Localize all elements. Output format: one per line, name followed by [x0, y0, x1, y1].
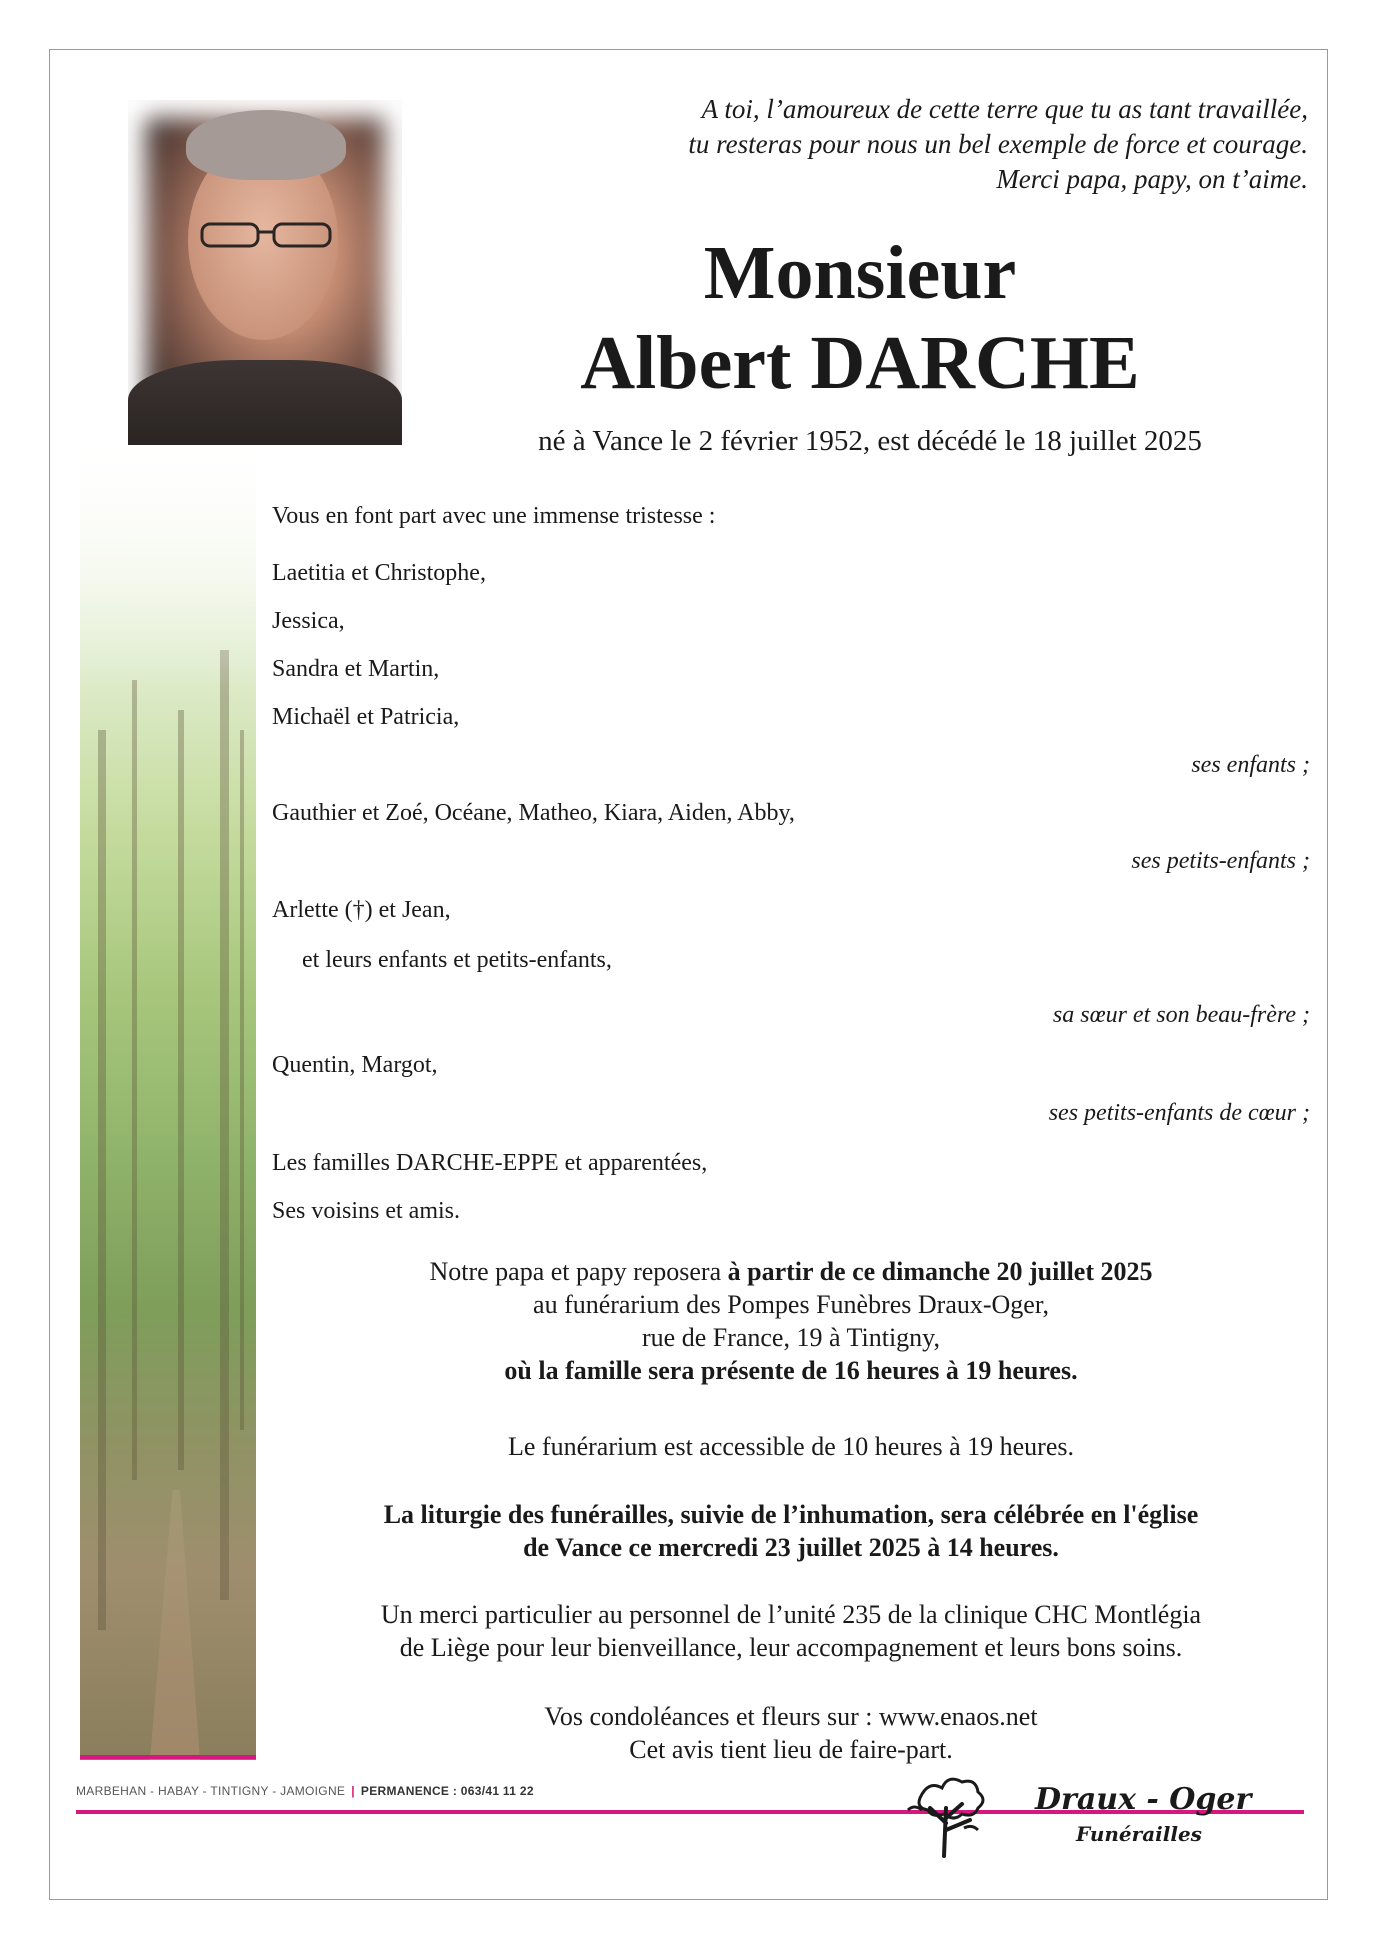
condolences-link[interactable]: Vos condoléances et fleurs sur : www.enaos.net: [544, 1702, 1038, 1731]
family-line: Arlette (†) et Jean,: [272, 897, 451, 923]
memorial-poem: [548, 92, 1308, 197]
condolences-info: [272, 1700, 1310, 1766]
footer-info: [76, 1784, 534, 1798]
intro-text: Vous en font part avec une immense tristesse :: [272, 503, 716, 529]
visitation-info: [272, 1255, 1310, 1387]
family-line: Jessica,: [272, 608, 345, 634]
family-line: Quentin, Margot,: [272, 1052, 438, 1078]
honorific: Monsieur: [703, 231, 1017, 315]
poem-line: tu resteras pour nous un bel exemple de force et courage.: [688, 129, 1308, 159]
poem-line: A toi, l’amoureux de cette terre que tu as tant travaillée,: [701, 94, 1308, 124]
liturgy-info: [272, 1498, 1310, 1564]
family-line: Ses voisins et amis.: [272, 1198, 461, 1224]
thanks-line: Un merci particulier au personnel de l’unité 235 de la clinique CHC Montlégia: [380, 1600, 1202, 1629]
liturgy-line: de Vance ce mercredi 23 juillet 2025 à 14 heures.: [523, 1533, 1059, 1562]
family-line: Gauthier et Zoé, Océane, Matheo, Kiara, Aiden, Abby,: [272, 800, 795, 826]
footer-locations: MARBEHAN - HABAY - TINTIGNY - JAMOIGNE: [76, 1784, 346, 1798]
brand-name: Draux - Oger: [1035, 1782, 1252, 1817]
family-line: Sandra et Martin,: [272, 656, 440, 682]
forest-path-image: [80, 430, 256, 1760]
access-hours: Le funérarium est accessible de 10 heures à 19 heures.: [508, 1432, 1074, 1461]
funerarium-address: rue de France, 19 à Tintigny,: [642, 1323, 940, 1352]
portrait-photo: [128, 100, 402, 445]
footer-separator: |: [351, 1784, 355, 1798]
brand-subtitle: Funérailles: [1072, 1822, 1206, 1846]
poem-line: Merci papa, papy, on t’aime.: [996, 164, 1308, 194]
thanks-text: [272, 1598, 1310, 1664]
tree-logo-icon: [900, 1768, 990, 1858]
family-line: Les familles DARCHE-EPPE et apparentées,: [272, 1150, 708, 1176]
visitation-prefix: Notre papa et papy reposera: [429, 1257, 728, 1286]
visitation-date: à partir de ce dimanche 20 juillet 2025: [727, 1257, 1153, 1286]
family-presence-hours: où la famille sera présente de 16 heures à 19 heures.: [504, 1356, 1078, 1385]
thanks-line: de Liège pour leur bienveillance, leur accompagnement et leurs bons soins.: [399, 1633, 1183, 1662]
family-line: Laetitia et Christophe,: [272, 560, 486, 586]
relation-label: ses petits-enfants ;: [1131, 848, 1310, 874]
forest-accent-bar: [80, 1755, 256, 1759]
footer-permanence: PERMANENCE : 063/41 11 22: [360, 1784, 534, 1798]
liturgy-line: La liturgie des funérailles, suivie de l’inhumation, sera célébrée en l'église: [383, 1500, 1199, 1529]
funerarium-name: au funérarium des Pompes Funèbres Draux-Oger,: [533, 1290, 1049, 1319]
family-line: Michaël et Patricia,: [272, 704, 460, 730]
notice-text: Cet avis tient lieu de faire-part.: [629, 1735, 953, 1764]
relation-label: ses petits-enfants de cœur ;: [1048, 1100, 1310, 1126]
deceased-name: Albert DARCHE: [580, 321, 1140, 405]
relation-label: sa sœur et son beau-frère ;: [1052, 1002, 1310, 1028]
life-dates: né à Vance le 2 février 1952, est décédé le 18 juillet 2025: [538, 425, 1202, 457]
family-line: et leurs enfants et petits-enfants,: [302, 947, 612, 973]
relation-label: ses enfants ;: [1191, 752, 1310, 778]
